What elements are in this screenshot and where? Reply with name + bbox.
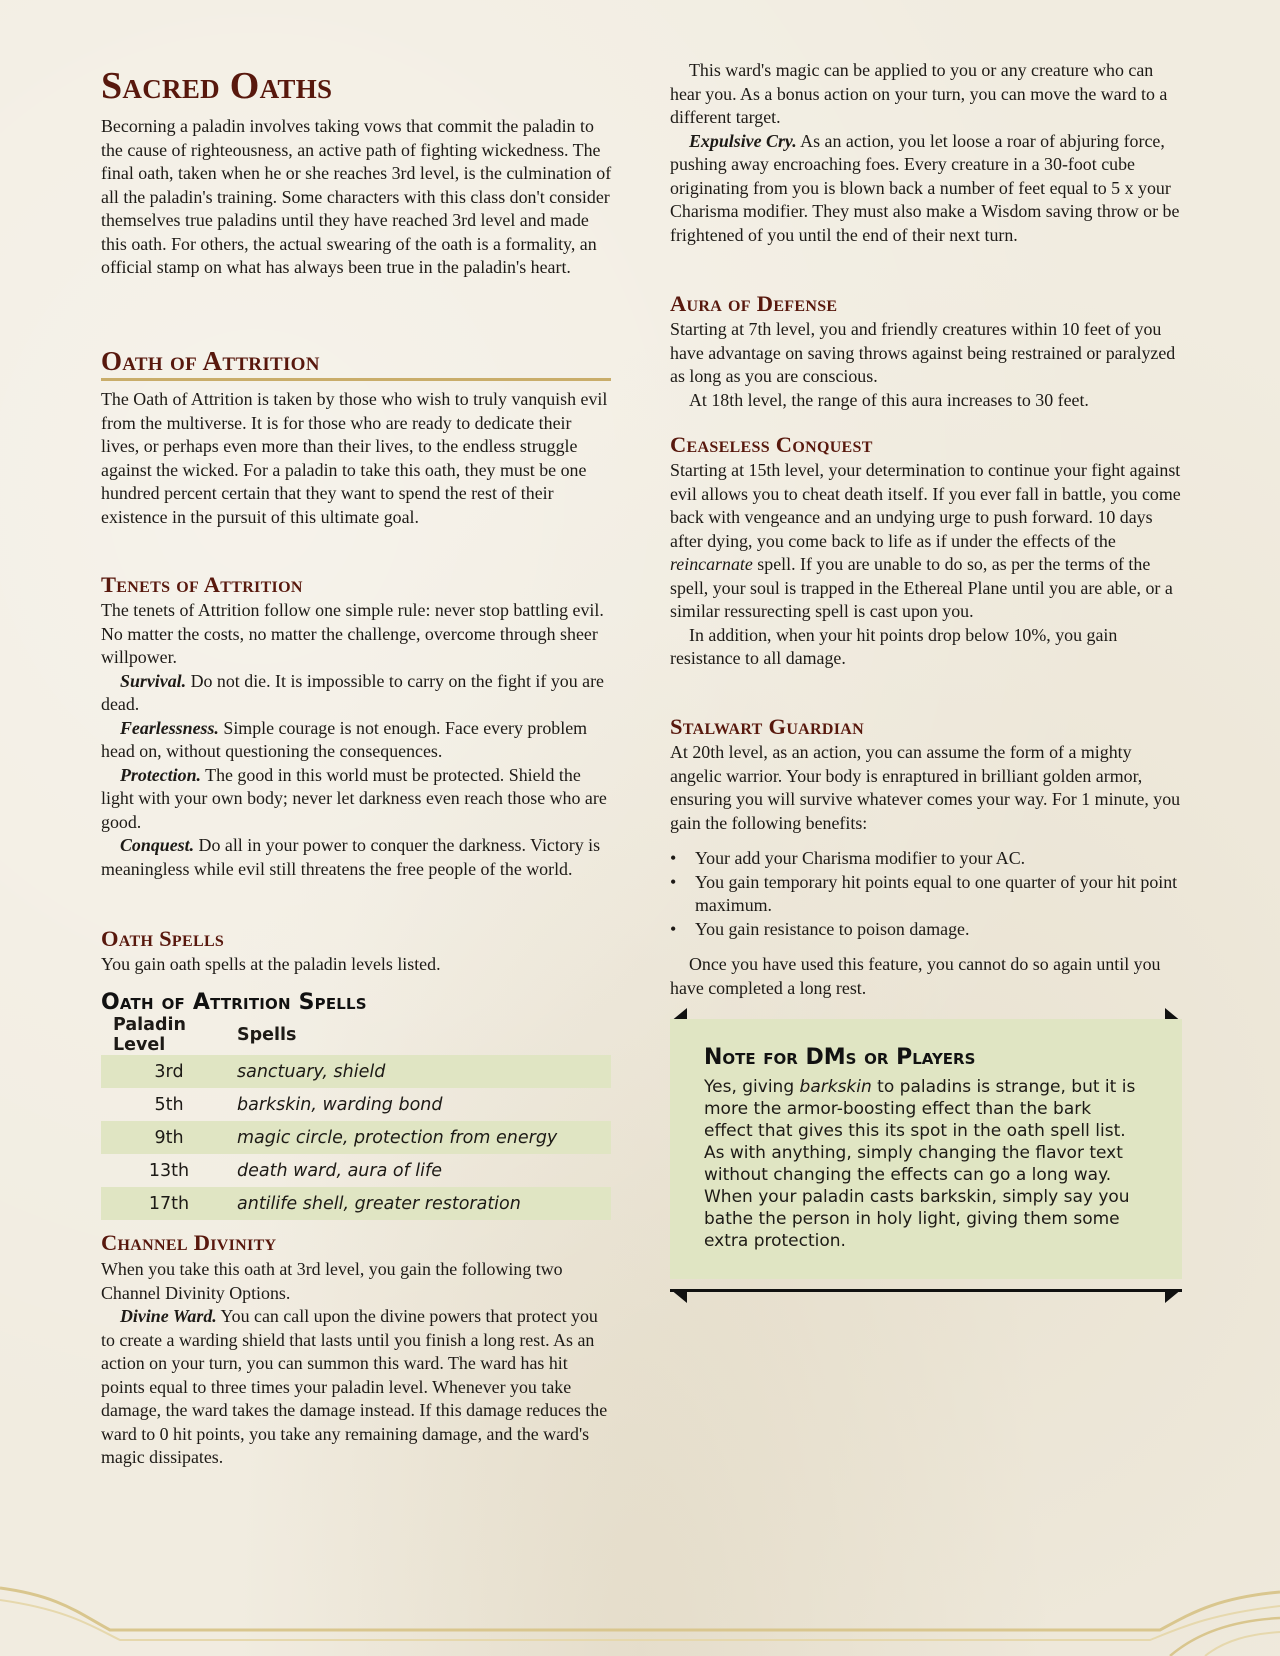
table-row: [101, 1055, 611, 1088]
tenet-protection: [101, 764, 613, 835]
level-cell: 17th: [101, 1187, 237, 1220]
spell-table: [101, 1015, 611, 1220]
level-cell: 9th: [101, 1121, 237, 1154]
footer-flourish-icon: [0, 1570, 1280, 1656]
table-row: [101, 1121, 611, 1154]
tenets-section: [101, 599, 613, 881]
stalwart-text-2: Once you have used this feature, you cannot do so again until you have completed a long rest.: [670, 954, 1161, 998]
divine-ward-title: Divine Ward.: [120, 1306, 217, 1326]
reincarnate-spell: reincarnate: [670, 554, 753, 574]
note-bottom-border: [670, 1289, 1182, 1303]
list-item: • You gain temporary hit points equal to one quarter of your hit point maximum.: [695, 871, 1182, 918]
ceaseless-text-b: spell. If you are unable to do so, as per the terms of the spell, your soul is trapped in the Ethereal Plane until you are able, or a similar ressurecting spell is cast upon you.: [670, 554, 1173, 621]
ward-continued: This ward's magic can be applied to you or any creature who can hear you. As a bonus action on your turn, you can move the ward to a different target.: [670, 60, 1168, 127]
tenet-conquest: [101, 834, 613, 881]
note-title: Note for DMs or Players: [704, 1045, 976, 1070]
channel-intro: When you take this oath at 3rd level, you gain the following two Channel Divinity Options.: [101, 1259, 563, 1303]
spell-table-title: Oath of Attrition Spells: [101, 990, 367, 1015]
page-title: Sacred Oaths: [101, 65, 333, 107]
tenet-title: Conquest.: [120, 835, 195, 855]
barkskin-spell: barkskin: [799, 1077, 872, 1097]
table-header-row: [101, 1015, 611, 1055]
divine-ward-text: You can call upon the divine powers that protect you to create a warding shield that lasts until you finish a long rest. As an action on your turn, you can summon this ward. The ward has hit points equal to three times your paladin level. Whenever you take damage, the ward takes the damage instead. If this damage reduces the ward to 0 hit points, you take any remaining damage, and the ward's magic dissipates.: [101, 1306, 608, 1467]
aura-text-2: At 18th level, the range of this aura increases to 30 feet.: [689, 389, 1089, 410]
divine-ward: [101, 1305, 613, 1470]
tenet-text: Do not die. It is impossible to carry on the fight if you are dead.: [101, 670, 604, 714]
channel-section: [101, 1258, 613, 1470]
column-header-level: Paladin Level: [113, 1015, 186, 1055]
aura-text: Starting at 7th level, you and friendly creatures within 10 feet of you have advantage on saving throws against being restrained or paralyzed as long as you are conscious.: [670, 319, 1176, 386]
spells-cell: barkskin, warding bond: [237, 1094, 443, 1115]
tenets-heading: Tenets of Attrition: [101, 572, 303, 597]
list-item: • You gain resistance to poison damage.: [695, 918, 1182, 942]
level-cell: 13th: [148, 1160, 190, 1181]
ceaseless-text-2: In addition, when your hit points drop below 10%, you gain resistance to all damage.: [670, 624, 1118, 668]
spells-cell: magic circle, protection from energy: [237, 1121, 611, 1154]
tenet-survival: [101, 670, 613, 717]
ceaseless-heading: Ceaseless Conquest: [670, 432, 873, 457]
table-row: [101, 1154, 611, 1187]
oath-spells-heading: Oath Spells: [101, 926, 225, 951]
note-box: [670, 1019, 1182, 1279]
ceaseless-text: [670, 459, 1182, 624]
channel-continued: [670, 59, 1182, 247]
spells-cell: antilife shell, greater restoration: [237, 1187, 611, 1220]
note-corner-icon: [670, 1289, 1182, 1303]
oath-heading: Oath of Attrition: [101, 346, 320, 376]
benefits-list: [670, 847, 1182, 941]
level-cell: 5th: [154, 1094, 184, 1115]
stalwart-text: At 20th level, as an action, you can assume the form of a mighty angelic warrior. Your body is enraptured in brilliant golden armor, ensuring you will survive whatever comes your way. For 1 minute, you gain the following benefits:: [670, 742, 1181, 833]
ceaseless-text-a: Starting at 15th level, your determination to continue your fight against evil allows you to cheat death itself. If you ever fall in battle, you come back with vengeance and an undying urge to push forward. 10 days after dying, you come back to life as if under the effects of the: [670, 460, 1181, 551]
expulsive-cry-text: As an action, you let loose a roar of abjuring force, pushing away encroaching foes. Every creature in a 30-foot cube originating from you is blown back a number of feet equal to 5 x your Charisma modifier. They must also make a Wisdom saving throw or be frightened of you until the end of their next turn.: [670, 130, 1180, 245]
list-item: • Your add your Charisma modifier to your AC.: [695, 847, 1182, 871]
tenet-fearlessness: [101, 717, 613, 764]
oath-heading-block: [101, 345, 611, 381]
channel-heading: Channel Divinity: [101, 1230, 277, 1255]
aura-heading: Aura of Defense: [670, 291, 838, 316]
tenet-title: Fearlessness.: [120, 717, 219, 738]
stalwart-section: [670, 741, 1182, 1000]
ceaseless-section: [670, 459, 1182, 671]
tenet-title: Protection.: [120, 764, 201, 785]
note-text-b: to paladins is strange, but it is more the armor-boosting effect than the bark effect that gives this its spot in the oath spell list. As with anything, simply changing the flavor text without changing the effects can go a long way. When your paladin casts barkskin, simply say you bathe the person in holy light, giving them some extra protection.: [704, 1077, 1136, 1251]
oath-spells-text: You gain oath spells at the paladin levels listed.: [101, 954, 441, 974]
expulsive-cry: [670, 130, 1182, 248]
stalwart-heading: Stalwart Guardian: [670, 714, 864, 739]
tenet-title: Survival.: [120, 670, 187, 691]
tenet-text: Do all in your power to conquer the darkness. Victory is meaningless while evil still threatens the free people of the world.: [101, 835, 601, 879]
table-row: [101, 1088, 611, 1121]
tenets-intro: The tenets of Attrition follow one simple rule: never stop battling evil. No matter the costs, no matter the challenge, overcome through sheer willpower.: [101, 600, 604, 667]
tenet-text: Simple courage is not enough. Face every problem head on, without questioning the consequences.: [101, 717, 588, 761]
heading-rule: [101, 378, 611, 381]
spells-cell: sanctuary, shield: [237, 1055, 611, 1088]
note-text: [704, 1076, 1144, 1252]
oath-description: The Oath of Attrition is taken by those who wish to truly vanquish evil from the multiverse. It is for those who are ready to dedicate their lives, or perhaps even more than their lives, to the endless struggle against the wicked. For a paladin to take this oath, they must be one hundred percent certain that they want to spend the rest of their existence in the pursuit of this ultimate goal.: [101, 389, 608, 527]
column-header-spells: Spells: [237, 1025, 297, 1045]
spells-cell: death ward, aura of life: [237, 1160, 442, 1181]
tenet-text: The good in this world must be protected. Shield the light with your own body; never let darkness even reach those who are good.: [101, 764, 607, 832]
note-text-a: Yes, giving: [704, 1077, 800, 1097]
table-row: [101, 1187, 611, 1220]
expulsive-cry-title: Expulsive Cry.: [689, 130, 797, 151]
aura-section: [670, 318, 1182, 412]
intro-paragraph: Becorning a paladin involves taking vows that commit the paladin to the cause of righteousness, an active path of fighting wickedness. The final oath, taken when he or she reaches 3rd level, is the culmination of all the paladin's training. Some characters with this class don't consider themselves true paladins until they have reached 3rd level and made this oath. For others, the actual swearing of the oath is a formality, an official stamp on what has always been true in the paladin's heart.: [101, 116, 612, 277]
level-cell: 3rd: [101, 1055, 237, 1088]
